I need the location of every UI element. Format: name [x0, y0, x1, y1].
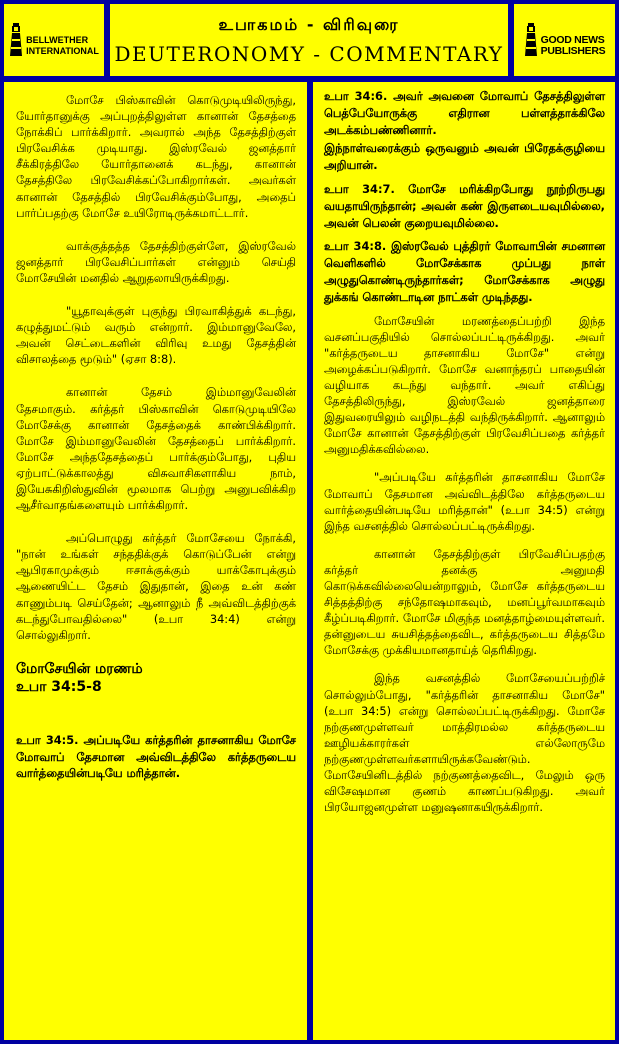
paragraph: மோசேயின் மரணத்தைப்பற்றி இந்த வசனப்பகுதியில் சொல்லப்பட்டிருக்கிறது. அவர் "கர்த்தருடைய தாசனாகிய மோசே" என்று அழைக்கப்படுகிறார். மோசே வனாந்தரப் பாதையின் வழியாக கடந்து வந்தார். அவர் எகிப்து தேசத்திலிருந்து, இஸ்ரவேல் ஜனத்தாரை இதுவரையிலும் வழிநடத்தி வந்திருக்கிறார். ஆனாலும் மோசே கானான் தேசத்திற்குள் பிரவேசிப்பதை கர்த்தர் அனுமதிக்கவில்லை. — [324, 313, 605, 457]
verse-text: உபா 34:8. இஸ்ரவேல் புத்திரர் மோவாபின் சமனான வெளிகளில் மோசேக்காக முப்பது நாள் அழுதுகொண்டிருந்தார்கள்; மோசேக்காக அழுது துக்கங் கொண்டாடின நாட்கள் முடிந்தது. — [324, 239, 605, 304]
logo-left-line1: BELLWETHER — [26, 35, 89, 45]
logo-right-line2: PUBLISHERS — [540, 45, 606, 57]
paragraph: இந்த வசனத்தில் மோசேயைப்பற்றிச் சொல்லும்போது, "கர்த்தரின் தாசனாகிய மோசே" (உபா 34:5) என்று சொல்லப்பட்டிருக்கிறது. மோசே நற்குணமுள்ளவர் மாத்திரமல்ல கர்த்தருடைய ஊழியக்காரர்கள் எல்லோருமே நற்குணமுள்ளவர்களாயிருக்கவேண்டும். மோசேயினிடத்தில் நற்குணத்தைவிட, மேலும் ஒரு விசேஷமான குணம் காணப்படுகிறது. அவர் பிரயோஜனமுள்ள மனுஷனாகயிருக்கிறார். — [324, 671, 605, 815]
verse-text: உபா 34:7. மோசே மரிக்கிறபோது நூற்றிருபது வயதாயிருந்தான்; அவன் கண் இருளடையவுமில்லை, அவன் பெலன் குறையவுமில்லை. — [324, 181, 605, 230]
paragraph: மோசே பிஸ்காவின் கொடுமுடியிலிருந்து, யோர்தானுக்கு அப்புறத்திலுள்ள கானான் தேசத்தை நோக்கிப் பார்க்கிறார். அவரால் அந்த தேசத்திற்குள் பிரவேசிக்க முடியாது. இஸ்ரவேல் ஜனத்தார் சீக்கிரத்திலே யோர்தானைக் கடந்து, கானான் தேசத்திலே பிரவேசிக்கப்போகிறார்கள். அவர்கள் கானான் தேசத்தில் பிரவேசிக்கும்போது, அதைப் பார்ப்பதற்கு மோசே உயிரோடிருக்கமாட்டார். — [16, 93, 296, 220]
page-header — [110, 4, 508, 76]
paragraph: கானான் தேசம் இம்மானுவேலின் தேசமாகும். கர்த்தர் பிஸ்காவின் கொடுமுடியிலே மோசேக்கு கானான் தேசத்தைக் காண்பிக்கிறார். மோசே இம்மானுவேலின் தேசத்தைப் பார்க்கிறார். மோசே அந்ததேசத்தைப் பார்க்கும்போது, புதிய ஏற்பாட்டுக்காலத்து விசுவாசிகளாகிய நாம், இயேசுகிறிஸ்துவின் மூலமாக பெற்று அனுபவிக்கிற ஆசீர்வாதங்களையும் பார்க்கிறார். — [16, 385, 296, 513]
verse-text: உபா 34:5. அப்படியே கர்த்தரின் தாசனாகிய மோசே மோவாப் தேசமான அவ்விடத்திலே கர்த்தருடைய வார்த்தையின்படியே மரித்தான். — [16, 732, 296, 781]
heading-line: மோசேயின் மரணம் — [16, 660, 143, 677]
logo-left-line2: INTERNATIONAL — [26, 46, 99, 56]
paragraph: "அப்படியே கர்த்தரின் தாசனாகிய மோசே மோவாப் தேசமான அவ்விடத்திலே கர்த்தருடைய வார்த்தையின்படியே மரித்தான்" (உபா 34:5) என்று இந்த வசனத்தில் சொல்லப்பட்டிருக்கிறது. — [324, 470, 605, 533]
lighthouse-icon — [9, 23, 23, 57]
heading-line: உபா 34:5-8 — [16, 678, 102, 695]
verse-text: உபா 34:6. அவர் அவனை மோவாப் தேசத்திலுள்ள பெத்பேயோருக்கு எதிரான பள்ளத்தாக்கிலே அடக்கம்பண்ணினார். — [324, 89, 605, 137]
bellwether-logo — [4, 4, 104, 76]
verse-text: இந்நாள்வரைக்கும் ஒருவனும் அவன் பிரேதக்குழியை அறியான். — [324, 141, 605, 173]
paragraph: "யூதாவுக்குள் புகுந்து பிரவாகித்துக் கடந்து, கழுத்துமட்டும் வரும் என்றார். இம்மானுவேலே, அவன் செட்டைகளின் விரிவு உமது தேசத்தின் விசாலத்தை மூடும்" (ஏசா 8:8). — [16, 304, 296, 367]
paragraph: கானான் தேசத்திற்குள் பிரவேசிப்பதற்கு கர்த்தர் தனக்கு அனுமதி கொடுக்கவில்லையென்றாலும், மோசே கர்த்தருடைய சித்தத்திற்கு சந்தோஷமாகவும், மனப்பூர்வமாகவும் கீழ்ப்படிகிறார். மோசே மிகுந்த மனத்தாழ்மையுள்ளவர். தன்னுடைய சுயசித்தத்தைவிட, கர்த்தருடைய சித்தமே மோசேக்கு முக்கியமானதாய்த் தெரிகிறது. — [324, 546, 605, 658]
lighthouse-icon — [524, 23, 538, 57]
title-tamil: உபாகமம் - விரிவுரை — [218, 14, 400, 34]
left-column — [4, 82, 307, 1040]
logo-right-line1: GOOD NEWS — [540, 34, 605, 46]
title-english: DEUTERONOMY - COMMENTARY — [114, 41, 504, 66]
paragraph: அப்பொழுது கர்த்தர் மோசேயை நோக்கி, "நான் உங்கள் சந்ததிக்குக் கொடுப்பேன் என்று ஆபிரகாமுக்கும் ஈசாக்குக்கும் யாக்கோபுக்கும் ஆணையிட்ட தேசம் இதுதான், இதை உன் கண் காணும்படி செய்தேன்; ஆனாலும் நீ அவ்விடத்திற்குக் கடந்துபோவதில்லை" (உபா 34:4) என்று சொல்லுகிறார். — [16, 531, 296, 642]
paragraph: வாக்குத்தத்த தேசத்திற்குள்ளே, இஸ்ரவேல் ஜனத்தார் பிரவேசிப்பார்கள் என்னும் செய்தி மோசேயின் மனதில் ஆறுதலாயிருக்கிறது. — [16, 238, 296, 285]
section-heading — [16, 660, 296, 696]
good-news-logo — [514, 4, 615, 76]
right-column — [313, 82, 615, 1040]
